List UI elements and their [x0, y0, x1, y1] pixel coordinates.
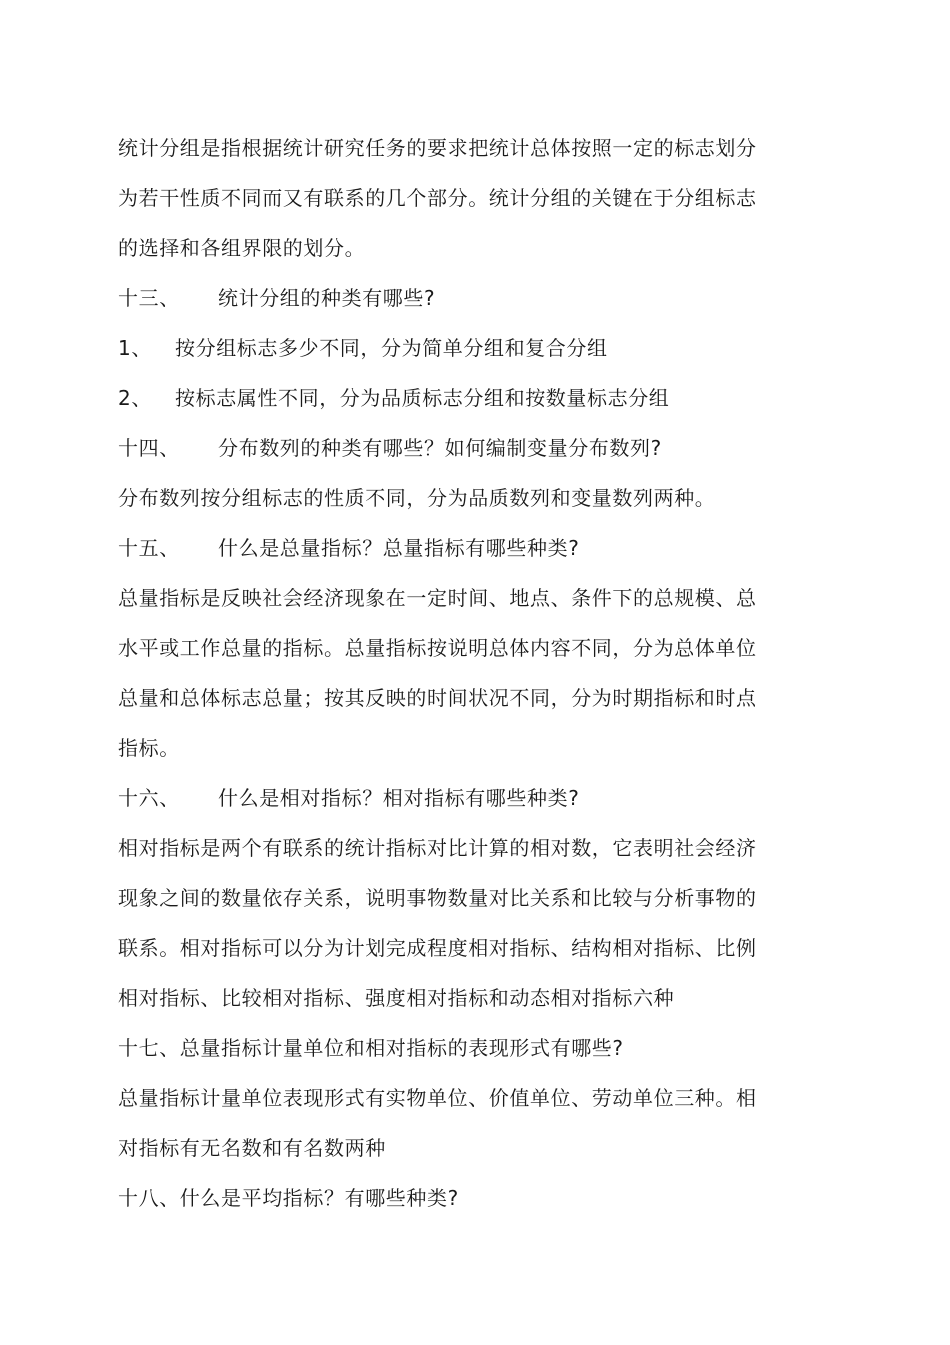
answer-line: 总量指标是反映社会经济现象在一定时间、地点、条件下的总规模、总 — [118, 586, 757, 610]
answer-line: 水平或工作总量的指标。总量指标按说明总体内容不同，分为总体单位 — [118, 636, 757, 660]
question-heading-18: 十八、什么是平均指标？有哪些种类? — [118, 1186, 459, 1210]
list-item — [118, 385, 669, 411]
list-item-number: 1、 — [118, 336, 152, 360]
answer-line: 指标。 — [118, 736, 180, 760]
list-item-text: 按标志属性不同，分为品质标志分组和按数量标志分组 — [175, 386, 670, 410]
question-number: 十六、 — [118, 786, 180, 810]
paragraph-line: 为若干性质不同而又有联系的几个部分。统计分组的关键在于分组标志 — [118, 186, 757, 210]
answer-line: 总量指标计量单位表现形式有实物单位、价值单位、劳动单位三种。相 — [118, 1086, 757, 1110]
answer-line: 联系。相对指标可以分为计划完成程度相对指标、结构相对指标、比例 — [118, 936, 757, 960]
question-heading-13 — [118, 285, 435, 311]
answer-line: 相对指标、比较相对指标、强度相对指标和动态相对指标六种 — [118, 986, 675, 1010]
answer-line: 相对指标是两个有联系的统计指标对比计算的相对数，它表明社会经济 — [118, 836, 757, 860]
paragraph-line: 的选择和各组界限的划分。 — [118, 236, 366, 260]
question-text: 统计分组的种类有哪些? — [218, 286, 436, 310]
question-text: 分布数列的种类有哪些？如何编制变量分布数列? — [218, 436, 662, 460]
answer-line: 对指标有无名数和有名数两种 — [118, 1136, 386, 1160]
question-text: 什么是总量指标？总量指标有哪些种类? — [218, 536, 580, 560]
list-item-number: 2、 — [118, 386, 152, 410]
question-heading-14 — [118, 435, 662, 461]
question-heading-17: 十七、总量指标计量单位和相对指标的表现形式有哪些? — [118, 1036, 624, 1060]
paragraph-line: 统计分组是指根据统计研究任务的要求把统计总体按照一定的标志划分 — [118, 136, 757, 160]
question-heading-16 — [118, 785, 579, 811]
list-item — [118, 335, 608, 361]
answer-line: 现象之间的数量依存关系，说明事物数量对比关系和比较与分析事物的 — [118, 886, 757, 910]
question-number: 十三、 — [118, 286, 180, 310]
question-number: 十五、 — [118, 536, 180, 560]
question-text: 什么是相对指标？相对指标有哪些种类? — [218, 786, 580, 810]
list-item-text: 按分组标志多少不同，分为简单分组和复合分组 — [175, 336, 608, 360]
answer-line: 总量和总体标志总量；按其反映的时间状况不同，分为时期指标和时点 — [118, 686, 757, 710]
question-heading-15 — [118, 535, 579, 561]
question-number: 十四、 — [118, 436, 180, 460]
answer-line: 分布数列按分组标志的性质不同，分为品质数列和变量数列两种。 — [118, 486, 716, 510]
